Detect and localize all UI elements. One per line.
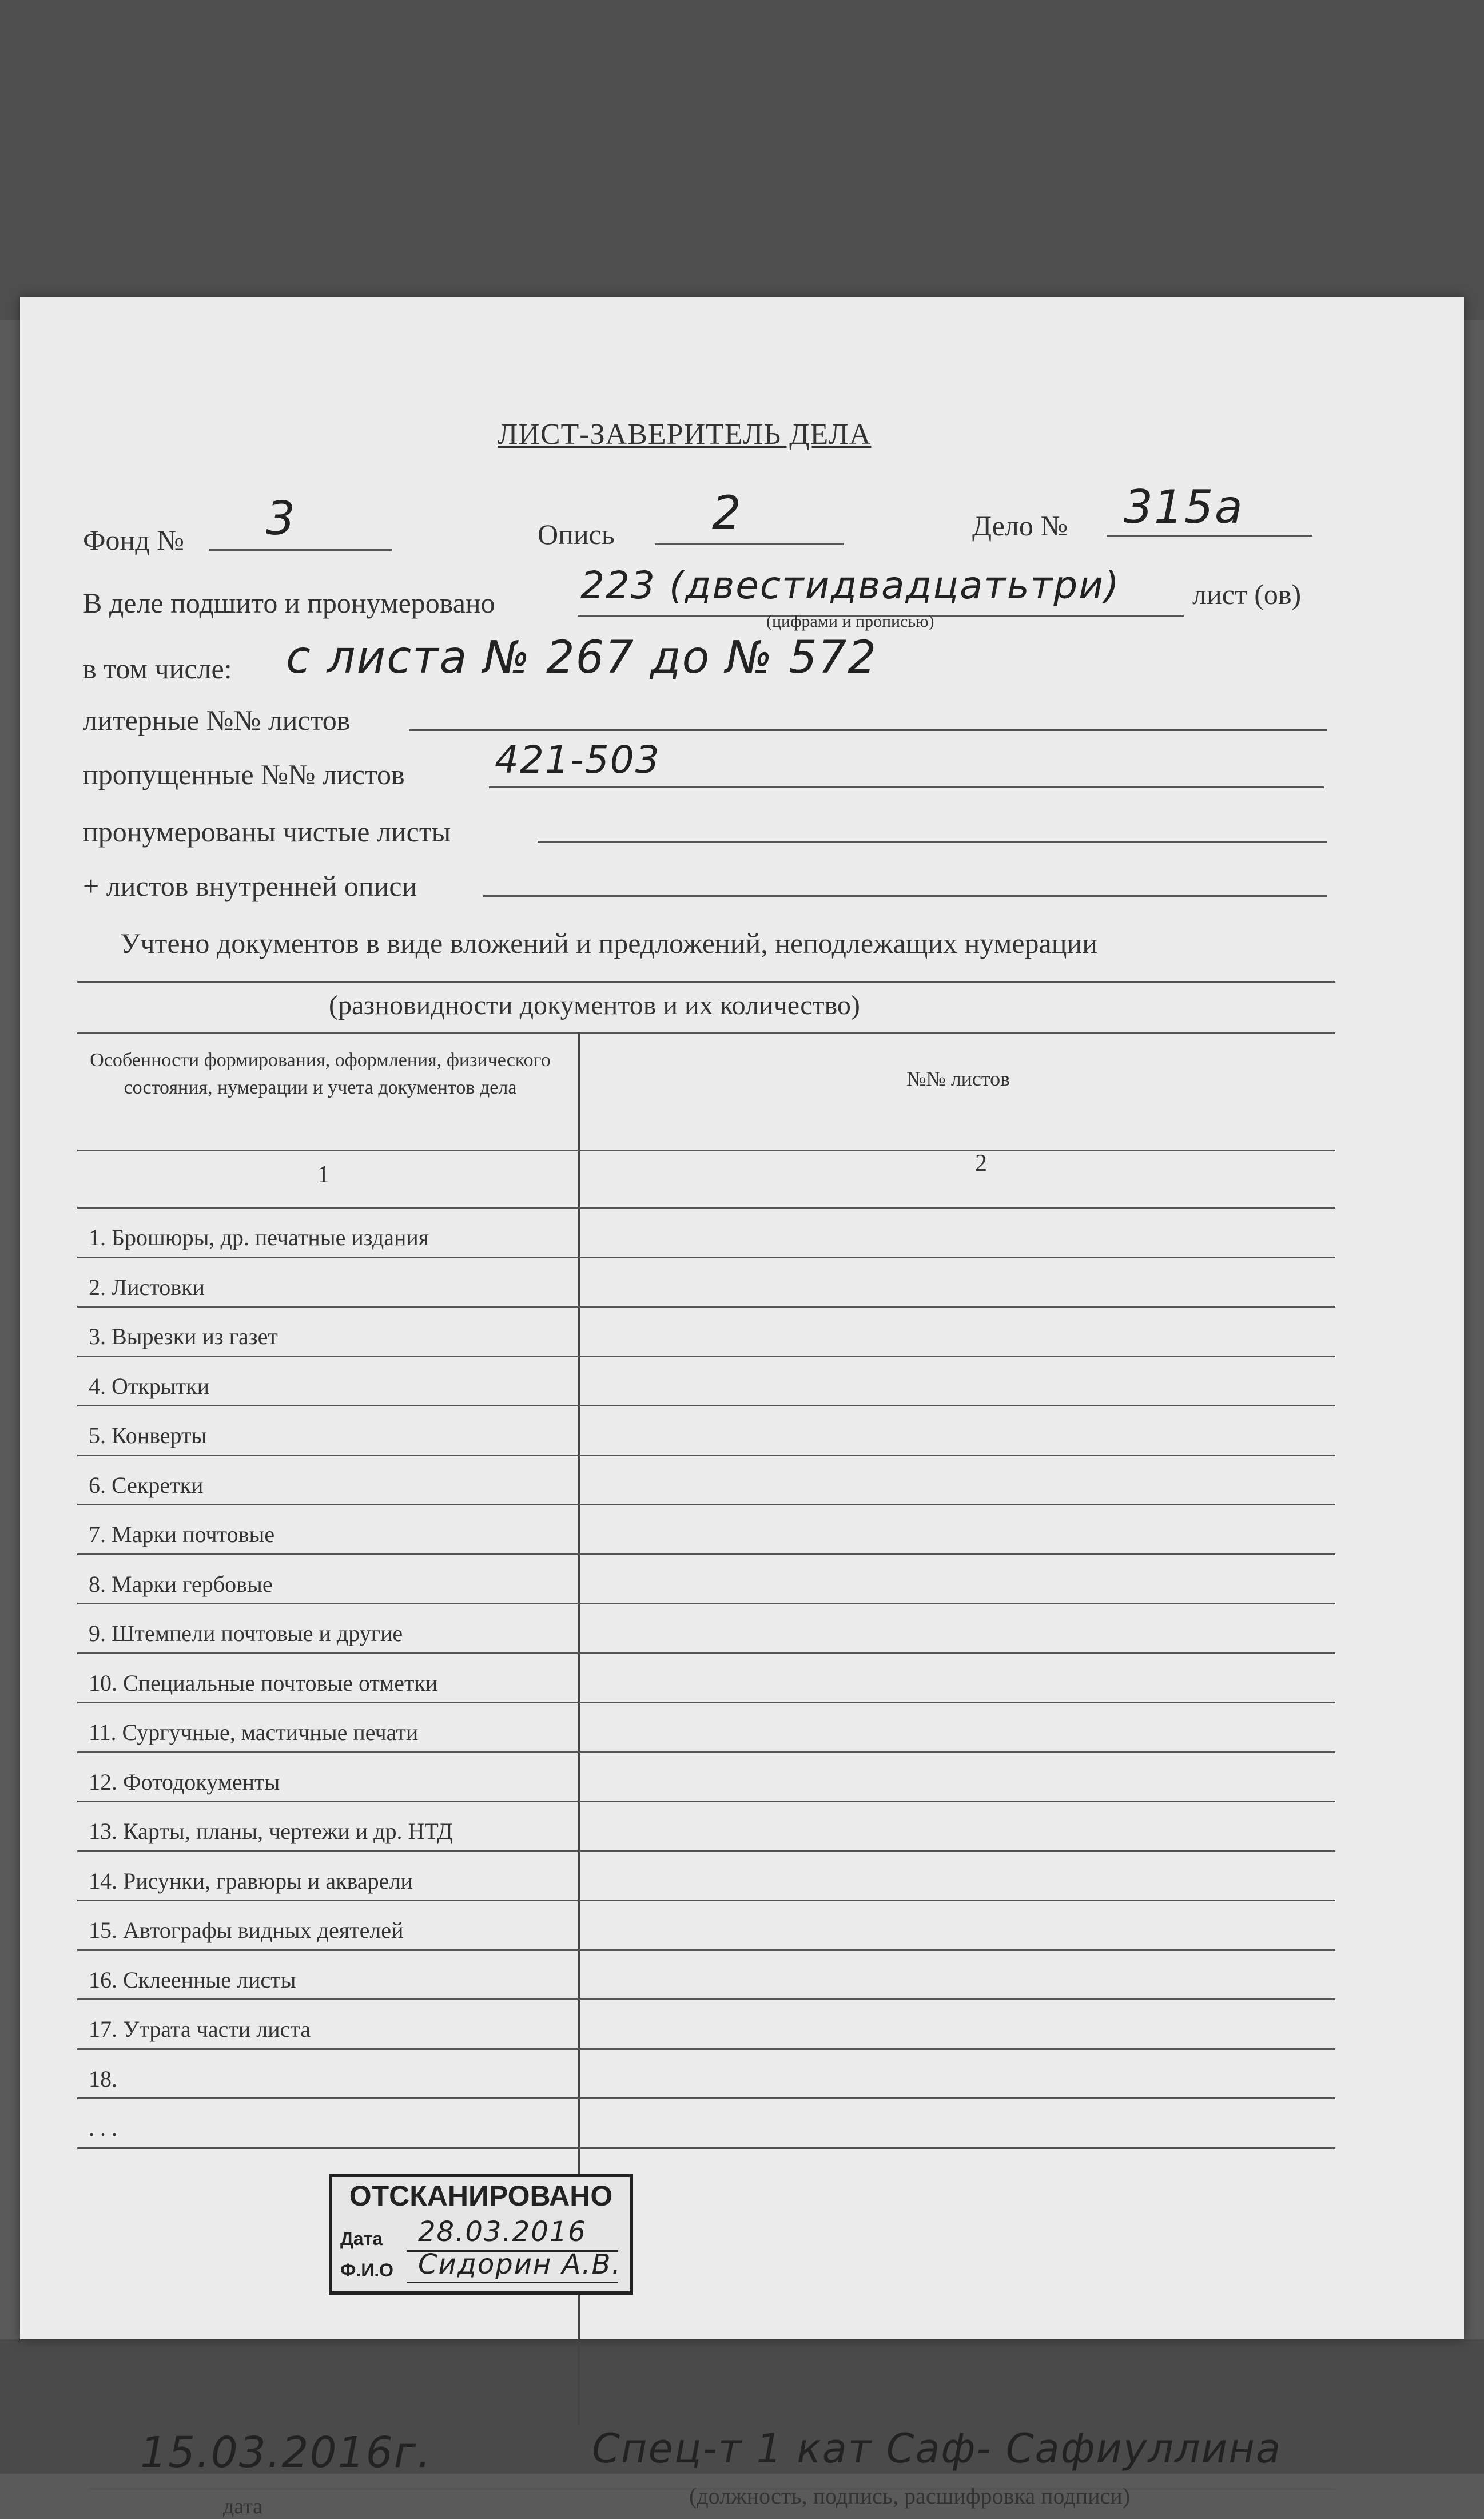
table-row-line: [77, 1306, 1335, 1308]
document-sheet: [20, 297, 1464, 2518]
table-row-line: [77, 2097, 1335, 2099]
attachments-text: Учтено документов в виде вложений и предложений, неподлежащих нумерации: [120, 927, 1098, 959]
table-header-line: [77, 1150, 1335, 1151]
table-row-line: [77, 1603, 1335, 1604]
table-row-label: 6. Секретки: [89, 1472, 204, 1498]
table-row-line: [77, 1702, 1335, 1703]
opis-value: 2: [712, 486, 742, 539]
stamp-title: ОТСКАНИРОВАНО: [349, 2180, 613, 2212]
opis-line: [655, 543, 844, 545]
table-row-label: 3. Вырезки из газет: [89, 1324, 278, 1349]
footer-date-value: 15.03.2016г.: [140, 2428, 432, 2477]
footer-position-value: Спец-т 1 кат Саф- Сафиуллина: [592, 2425, 1282, 2472]
table-row-label: 11. Сургучные, мастичные печати: [89, 1719, 419, 1745]
fond-value: 3: [266, 492, 296, 545]
table-col1-header: Особенности формирования, оформления, физического состояния, нумерации и учета документов дела: [90, 1050, 551, 1098]
table-row-line: [77, 1998, 1335, 2000]
table-row-line: [77, 1356, 1335, 1357]
table-row-label: 18.: [89, 2065, 117, 2092]
including-value: с листа № 267 до № 572: [286, 632, 877, 684]
delo-line: [1107, 535, 1312, 537]
table-col2-header: №№ листов: [906, 1067, 1010, 1090]
stamp-fio-label: Ф.И.О: [340, 2260, 393, 2280]
stamp-date-value: 28.03.2016: [418, 2216, 587, 2248]
table-row-line: [77, 1900, 1335, 1901]
literal-line: [409, 729, 1327, 731]
footer-date-label: дата: [223, 2494, 263, 2518]
internal-label: + листов внутренней описи: [83, 870, 417, 902]
table-row-line: [77, 1455, 1335, 1456]
footer-position-label: (должность, подпись, расшифровка подписи): [689, 2483, 1131, 2509]
table-row-label: . . .: [89, 2115, 117, 2141]
internal-line: [483, 895, 1327, 897]
varieties-line: [77, 1032, 1335, 1034]
table-row-label: 16. Склеенные листы: [89, 1966, 296, 1993]
sheets-value: 223 (двестидвадцатьтри): [580, 563, 1120, 607]
table-row-label: 4. Открытки: [89, 1373, 209, 1399]
stamp-date-label: Дата: [340, 2228, 383, 2249]
missed-value: 421-503: [495, 738, 661, 782]
table-row-line: [77, 1652, 1335, 1654]
table-col2-number: 2: [975, 1150, 987, 1177]
sheets-suffix: лист (ов): [1192, 578, 1302, 610]
table-row-label: 8. Марки гербовые: [89, 1571, 273, 1597]
table-row-line: [77, 1504, 1335, 1505]
missed-line: [489, 786, 1324, 788]
blank-line: [538, 841, 1327, 843]
table-row-label: 15. Автографы видных деятелей: [89, 1917, 404, 1943]
sheets-hint: (цифрами и прописью): [766, 612, 934, 631]
varieties-text: (разновидности документов и их количество): [329, 990, 860, 1020]
table-row-label: 1. Брошюры, др. печатные издания: [89, 1225, 429, 1250]
fond-line: [209, 549, 392, 551]
table-row-line: [77, 1801, 1335, 1802]
document-title: ЛИСТ-ЗАВЕРИТЕЛЬ ДЕЛА: [498, 418, 872, 451]
table-row-label: 14. Рисунки, гравюры и акварели: [89, 1868, 413, 1894]
table-row-label: 9. Штемпели почтовые и другие: [89, 1620, 403, 1646]
table-row-line: [77, 1553, 1335, 1555]
table-row-label: 10. Специальные почтовые отметки: [89, 1670, 438, 1696]
literal-label: литерные №№ листов: [83, 704, 351, 736]
table-row-label: 5. Конверты: [89, 1423, 207, 1448]
background-top: [0, 0, 1484, 320]
stamp-fio-line: [407, 2282, 618, 2283]
blank-label: пронумерованы чистые листы: [83, 816, 451, 848]
delo-value: 315а: [1124, 480, 1244, 534]
fond-label: Фонд №: [83, 524, 184, 556]
missed-label: пропущенные №№ листов: [83, 758, 405, 790]
table-number-line: [77, 1207, 1335, 1209]
scanned-stamp: [329, 2174, 633, 2295]
table-row-label: 13. Карты, планы, чертежи и др. НТД: [89, 1818, 453, 1844]
table-row-line: [77, 1405, 1335, 1406]
attachments-line: [77, 981, 1335, 983]
table-row-line: [77, 1949, 1335, 1951]
table-row-label: 7. Марки почтовые: [89, 1521, 275, 1547]
opis-label: Опись: [538, 518, 615, 550]
including-label: в том числе:: [83, 653, 232, 685]
stamp-fio-value: Сидорин А.В.: [418, 2248, 622, 2280]
table-col1-number: 1: [317, 1162, 329, 1188]
table-row-line: [77, 1850, 1335, 1852]
table-row-line: [77, 1257, 1335, 1258]
sheets-label: В деле подшито и пронумеровано: [83, 587, 495, 619]
table-row-line: [77, 2147, 1335, 2149]
delo-label: Дело №: [972, 510, 1068, 542]
table-row-line: [77, 2048, 1335, 2050]
table-row-label: 12. Фотодокументы: [89, 1769, 280, 1795]
table-row-line: [77, 1751, 1335, 1753]
table-row-label: 17. Утрата части листа: [89, 2016, 311, 2042]
table-row-label: 2. Листовки: [89, 1274, 205, 1300]
